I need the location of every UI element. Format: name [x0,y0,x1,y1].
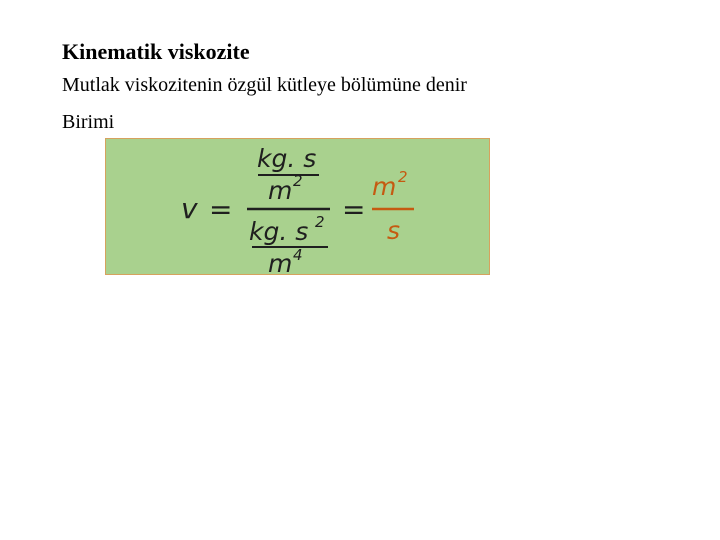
formula-box [105,138,490,275]
formula-result-denominator: s [387,216,401,245]
formula-equals-2: = [342,193,366,226]
formula-bottom-numerator: kg. s [249,217,309,246]
formula-bottom-denominator-exp: 4 [293,246,303,264]
page-title: Kinematik viskozite [62,39,250,64]
formula-equals-1: = [209,193,233,226]
formula-top-numerator: kg. s [257,144,317,173]
formula-bottom-denominator: m [268,249,293,276]
formula-top-denominator-exp: 2 [293,172,303,190]
formula-result-numerator-exp: 2 [398,168,408,186]
definition-text: Mutlak viskozitenin özgül kütleye bölümüne denir [62,74,467,96]
formula-equation [106,139,491,276]
formula-top-denominator: m [268,176,293,205]
unit-heading: Birimi [62,111,115,133]
formula-result-numerator: m [372,172,397,201]
formula-lhs: v [181,192,198,225]
formula-bottom-numerator-exp: 2 [315,213,325,231]
